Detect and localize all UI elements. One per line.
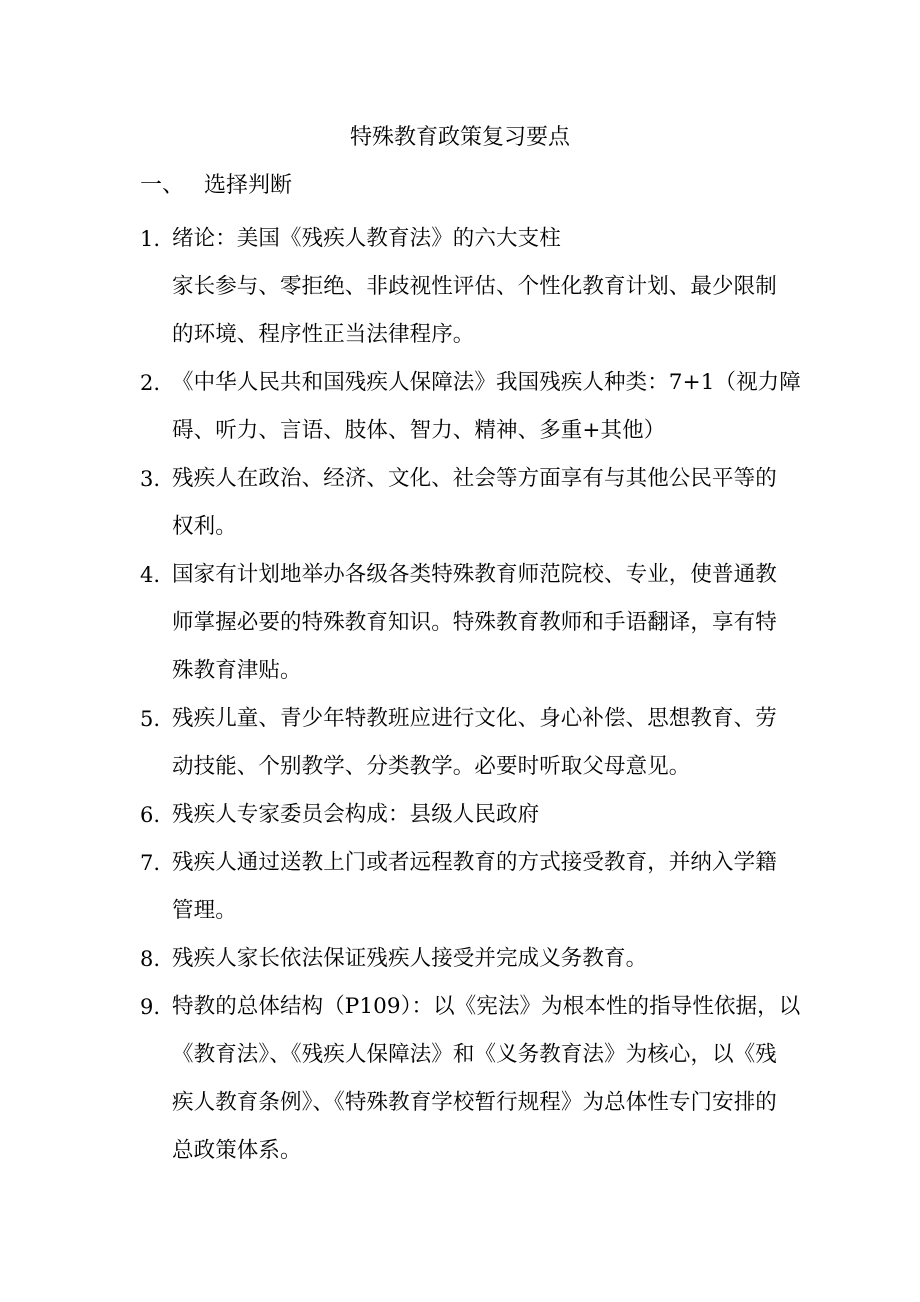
item-text-line: 的环境、程序性正当法律程序。 xyxy=(172,322,475,347)
item-text-line: 权利。 xyxy=(172,514,237,539)
list-item xyxy=(140,935,790,983)
document-title: 特殊教育政策复习要点 xyxy=(349,125,570,150)
item-text-line: 绪论：美国《残疾人教育法》的六大支柱 xyxy=(172,226,561,251)
item-text-line: 碍、听力、言语、肢体、智力、精神、多重+其他） xyxy=(172,418,666,443)
section-heading xyxy=(140,168,292,204)
item-text-line: 残疾人通过送教上门或者远程教育的方式接受教育，并纳入学籍 xyxy=(172,850,777,875)
item-text-line: 殊教育津贴。 xyxy=(172,658,302,683)
section-label: 选择判断 xyxy=(204,173,293,198)
item-text-line: 管理。 xyxy=(172,898,237,923)
list-item xyxy=(140,455,790,551)
item-text-line: 疾人教育条例》、《特殊教育学校暂行规程》为总体性专门安排的 xyxy=(172,1090,777,1115)
item-text-line: 残疾人家长依法保证残疾人接受并完成义务教育。 xyxy=(172,946,648,971)
item-text-line: 残疾儿童、青少年特教班应进行文化、身心补偿、思想教育、劳 xyxy=(172,706,777,731)
item-list xyxy=(140,215,801,1175)
item-number: 7. xyxy=(140,851,161,875)
item-text-line: 家长参与、零拒绝、非歧视性评估、个性化教育计划、最少限制 xyxy=(172,274,777,299)
item-text-line: 残疾人在政治、经济、文化、社会等方面享有与其他公民平等的 xyxy=(172,466,777,491)
item-text-line: 师掌握必要的特殊教育知识。特殊教育教师和手语翻译，享有特 xyxy=(172,610,777,635)
item-number: 8. xyxy=(140,947,161,971)
item-text-line: 特教的总体结构（P109）：以《宪法》为根本性的指导性依据，以 xyxy=(172,994,801,1019)
item-text-line: 国家有计划地举办各级各类特殊教育师范院校、专业，使普通教 xyxy=(172,562,777,587)
list-item xyxy=(140,791,790,839)
list-item xyxy=(140,983,801,1175)
item-text-line: 动技能、个别教学、分类教学。必要时听取父母意见。 xyxy=(172,754,691,779)
item-text-line: 总政策体系。 xyxy=(172,1138,302,1163)
item-text-line: 《中华人民共和国残疾人保障法》我国残疾人种类：7+1（视力障 xyxy=(172,370,801,395)
item-number: 5. xyxy=(140,707,161,731)
list-item xyxy=(140,215,790,359)
list-item xyxy=(140,359,801,455)
item-number: 6. xyxy=(140,803,161,827)
list-item xyxy=(140,551,790,695)
item-number: 4. xyxy=(140,563,161,587)
section-number: 一、 xyxy=(140,173,185,198)
list-item xyxy=(140,839,790,935)
item-number: 3. xyxy=(140,467,161,491)
item-number: 1. xyxy=(140,227,161,251)
item-number: 2. xyxy=(140,371,161,395)
item-text-line: 《教育法》、《残疾人保障法》和《义务教育法》为核心，以《残 xyxy=(172,1042,777,1067)
list-item xyxy=(140,695,790,791)
item-text-line: 残疾人专家委员会构成：县级人民政府 xyxy=(172,802,540,827)
item-number: 9. xyxy=(140,995,161,1019)
